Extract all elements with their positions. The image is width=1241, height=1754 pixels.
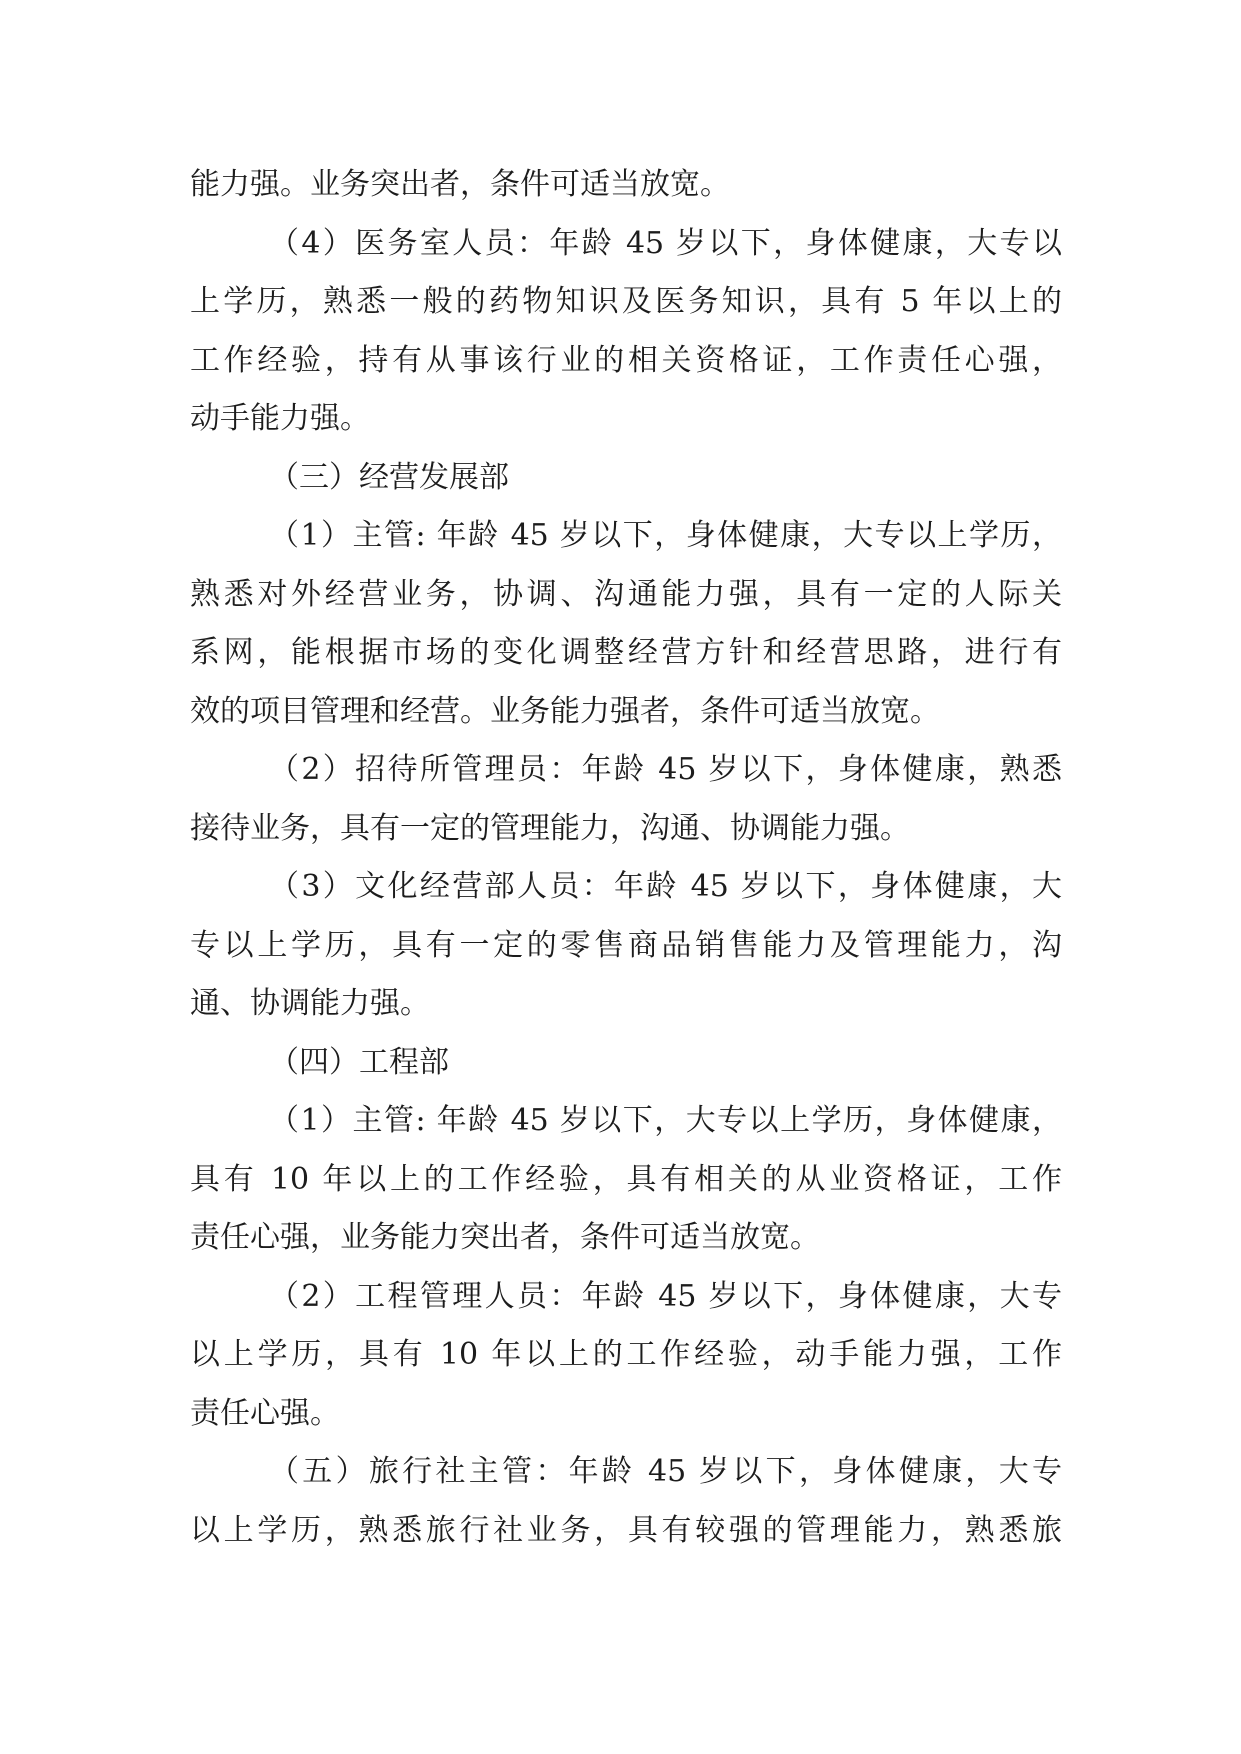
text-line: 动手能力强。 xyxy=(190,401,370,436)
text-line: （1）主管: 年龄 45 岁以下，大专以上学历，身体健康， xyxy=(269,1103,1062,1138)
text-line: 上学历，熟悉一般的药物知识及医务知识，具有 5 年以上的 xyxy=(190,284,1062,319)
text-line: 工作经验，持有从事该行业的相关资格证，工作责任心强， xyxy=(190,342,1062,378)
text-line: 以上学历，具有 10 年以上的工作经验，动手能力强，工作 xyxy=(190,1337,1062,1372)
text-line: 系网，能根据市场的变化调整经营方针和经营思路，进行有 xyxy=(190,635,1062,670)
text-line: 具有 10 年以上的工作经验，具有相关的从业资格证，工作 xyxy=(190,1161,1062,1197)
text-line: （4）医务室人员：年龄 45 岁以下，身体健康，大专以 xyxy=(269,225,1062,261)
text-line: （2）招待所管理员：年龄 45 岁以下，身体健康，熟悉 xyxy=(269,752,1062,787)
text-line: （三）经营发展部 xyxy=(269,459,509,495)
text-line: 责任心强。 xyxy=(190,1395,340,1431)
text-line: 熟悉对外经营业务，协调、沟通能力强，具有一定的人际关 xyxy=(190,576,1062,612)
text-line: 责任心强，业务能力突出者，条件可适当放宽。 xyxy=(190,1220,820,1255)
text-line: （1）主管: 年龄 45 岁以下，身体健康，大专以上学历， xyxy=(269,518,1062,553)
text-line: （四）工程部 xyxy=(269,1044,449,1080)
text-line: 能力强。业务突出者，条件可适当放宽。 xyxy=(190,167,730,202)
text-line: 专以上学历，具有一定的零售商品销售能力及管理能力，沟 xyxy=(190,927,1062,963)
text-line: 接待业务，具有一定的管理能力，沟通、协调能力强。 xyxy=(190,810,910,846)
text-line: 效的项目管理和经营。业务能力强者，条件可适当放宽。 xyxy=(190,693,940,729)
body-text xyxy=(190,156,1062,1560)
text-line: 以上学历，熟悉旅行社业务，具有较强的管理能力，熟悉旅 xyxy=(190,1512,1062,1548)
text-line: 通、协调能力强。 xyxy=(190,986,430,1021)
text-line: （3）文化经营部人员：年龄 45 岁以下，身体健康，大 xyxy=(269,869,1062,904)
text-line: （五）旅行社主管：年龄 45 岁以下，身体健康，大专 xyxy=(269,1454,1062,1489)
text-line: （2）工程管理人员：年龄 45 岁以下，身体健康，大专 xyxy=(269,1278,1062,1314)
